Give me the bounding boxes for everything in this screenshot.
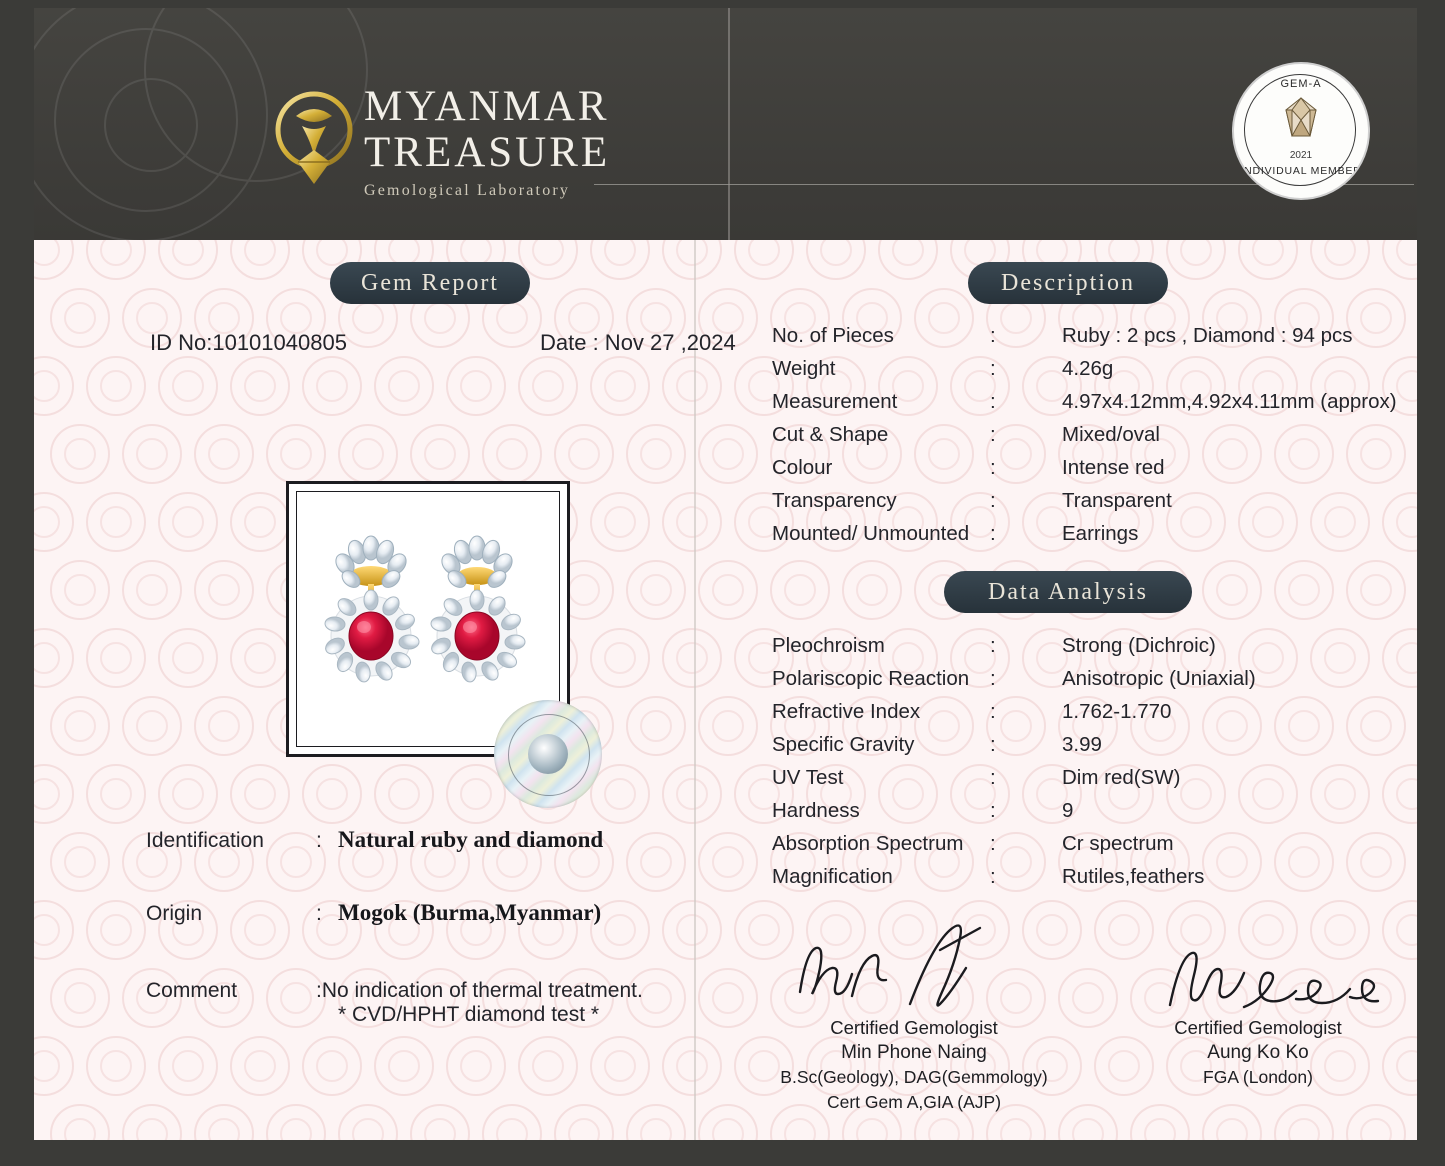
ruby-diamond-earrings-image <box>313 524 543 714</box>
comment-value-line-1: :No indication of thermal treatment. <box>316 979 643 1002</box>
signature-block-right <box>1128 1015 1388 1090</box>
table-row <box>772 832 1432 865</box>
row-value: Strong (Dichroic) <box>1062 634 1216 657</box>
sig-right-title: Certified Gemologist <box>1174 1017 1342 1038</box>
row-label: Specific Gravity <box>772 733 915 756</box>
row-separator: : <box>990 865 996 888</box>
gem-a-member-seal <box>1232 62 1370 200</box>
sticker-core <box>528 734 568 774</box>
row-separator: : <box>990 390 996 413</box>
row-separator: : <box>990 766 996 789</box>
row-separator: : <box>990 489 996 512</box>
row-separator: : <box>990 324 996 347</box>
identification-value: Natural ruby and diamond <box>338 827 604 852</box>
table-row <box>772 799 1432 832</box>
row-separator: : <box>990 667 996 690</box>
frame-top-border <box>0 0 1445 8</box>
table-row <box>772 390 1432 423</box>
row-separator: : <box>990 456 996 479</box>
row-label: Measurement <box>772 390 898 413</box>
table-row <box>772 865 1432 898</box>
row-value: 3.99 <box>1062 733 1102 756</box>
holographic-security-sticker <box>494 700 602 808</box>
origin-label: Origin <box>146 902 203 925</box>
description-table <box>772 324 1432 555</box>
brand-line-1: MYANMAR <box>364 83 610 130</box>
brand-tagline: Gemological Laboratory <box>364 182 571 199</box>
row-label: Transparency <box>772 489 897 512</box>
sig-right-name: Aung Ko Ko <box>1207 1042 1309 1063</box>
row-separator: : <box>990 832 996 855</box>
row-value: Cr spectrum <box>1062 832 1174 855</box>
row-value: Transparent <box>1062 489 1172 512</box>
identification-row <box>146 827 603 853</box>
origin-separator: : <box>316 902 322 925</box>
signature-block-left <box>764 1015 1064 1115</box>
sig-right-qualification-1: FGA (London) <box>1203 1067 1313 1087</box>
row-label: UV Test <box>772 766 844 789</box>
row-separator: : <box>990 522 996 545</box>
seal-bottom-label: INDIVIDUAL MEMBER <box>1240 165 1362 177</box>
row-value: 9 <box>1062 799 1074 822</box>
table-row <box>772 522 1432 555</box>
table-row <box>772 357 1432 390</box>
table-row <box>772 733 1432 766</box>
description-heading: Description <box>968 262 1168 304</box>
frame-bottom-border <box>0 1140 1445 1166</box>
brand-line-2: TREASURE <box>364 129 611 176</box>
identification-separator: : <box>316 829 322 852</box>
myanmar-treasure-logo-icon <box>262 86 366 190</box>
row-separator: : <box>990 634 996 657</box>
origin-value: Mogok (Burma,Myanmar) <box>338 900 602 925</box>
row-separator: : <box>990 799 996 822</box>
row-label: Absorption Spectrum <box>772 832 964 855</box>
sig-left-title: Certified Gemologist <box>830 1017 998 1038</box>
report-date: Date : Nov 27 ,2024 <box>540 330 736 355</box>
row-value: 1.762-1.770 <box>1062 700 1172 723</box>
frame-left-border <box>0 0 34 1166</box>
row-label: Pleochroism <box>772 634 885 657</box>
row-label: Magnification <box>772 865 893 888</box>
row-label: Refractive Index <box>772 700 921 723</box>
sig-left-name: Min Phone Naing <box>841 1042 987 1063</box>
identification-label: Identification <box>146 829 264 852</box>
signature-right-mark <box>1160 935 1445 1025</box>
row-label: Colour <box>772 456 833 479</box>
row-label: Polariscopic Reaction <box>772 667 970 690</box>
row-separator: : <box>990 357 996 380</box>
row-label: Weight <box>772 357 836 380</box>
sig-left-qualification-2: Cert Gem A,GIA (AJP) <box>826 1092 1002 1112</box>
body-vertical-divider <box>694 240 696 1140</box>
seal-gem-icon <box>1274 96 1328 146</box>
table-row <box>772 700 1432 733</box>
table-row <box>772 423 1432 456</box>
row-label: Cut & Shape <box>772 423 889 446</box>
row-separator: : <box>990 733 996 756</box>
certificate-header <box>34 8 1417 240</box>
origin-row <box>146 900 601 926</box>
row-value: Rutiles,feathers <box>1062 865 1205 888</box>
row-value: Earrings <box>1062 522 1139 545</box>
table-row <box>772 766 1432 799</box>
gem-report-heading: Gem Report <box>330 262 530 304</box>
report-id-number: ID No:10101040805 <box>150 330 347 355</box>
row-value: 4.26g <box>1062 357 1114 380</box>
seal-year: 2021 <box>1289 150 1313 161</box>
brand-wordmark <box>364 84 764 200</box>
header-vertical-rule <box>728 8 730 240</box>
row-label: Mounted/ Unmounted <box>772 522 970 545</box>
table-row <box>772 489 1432 522</box>
data-analysis-heading: Data Analysis <box>944 571 1192 613</box>
comment-row <box>146 979 643 1027</box>
row-value: Mixed/oval <box>1062 423 1160 446</box>
row-value: 4.97x4.12mm,4.92x4.11mm (approx) <box>1062 390 1397 413</box>
table-row <box>772 667 1432 700</box>
signature-left-mark <box>790 920 1090 1010</box>
row-separator: : <box>990 700 996 723</box>
sig-left-qualification-1: B.Sc(Geology), DAG(Gemmology) <box>780 1067 1048 1087</box>
comment-label: Comment <box>146 979 238 1002</box>
row-value: Ruby : 2 pcs , Diamond : 94 pcs <box>1062 324 1353 347</box>
comment-value-line-2: * CVD/HPHT diamond test * <box>338 1003 600 1026</box>
table-row <box>772 456 1432 489</box>
table-row <box>772 634 1432 667</box>
row-value: Intense red <box>1062 456 1165 479</box>
row-value: Dim red(SW) <box>1062 766 1181 789</box>
row-label: Hardness <box>772 799 860 822</box>
data-analysis-table <box>772 634 1432 898</box>
row-separator: : <box>990 423 996 446</box>
row-value: Anisotropic (Uniaxial) <box>1062 667 1256 690</box>
row-label: No. of Pieces <box>772 324 894 347</box>
seal-top-label: GEM-A <box>1280 78 1322 90</box>
table-row <box>772 324 1432 357</box>
